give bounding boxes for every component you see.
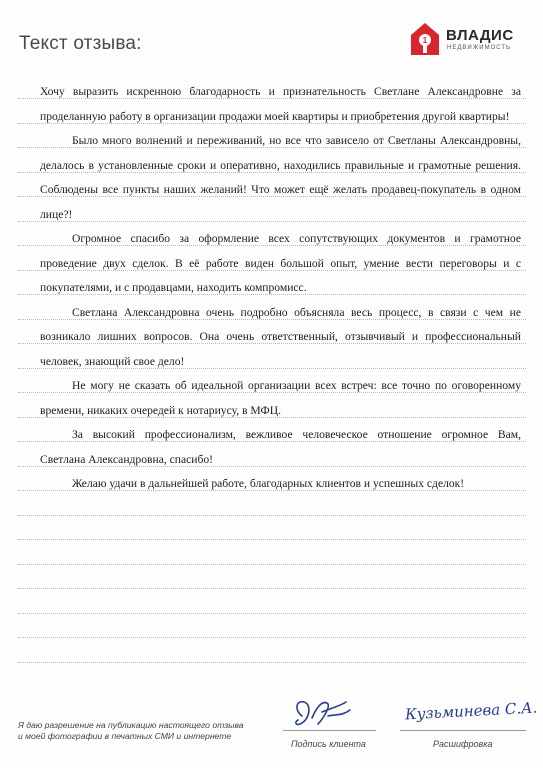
review-paragraph: Не могу не сказать об идеальной организации всех встреч: все точно по оговоренному времени, никаких очередей к нотариусу, в МФЦ. <box>40 379 521 417</box>
review-paragraph: За высокий профессионализм, вежливое человеческое отношение огромное Вам, Светлана Александровна, спасибо! <box>40 428 521 466</box>
ruled-line <box>18 637 526 638</box>
consent-line: и моей фотографии в печатных СМИ и интернете <box>18 731 232 741</box>
decode-caption: Расшифровка <box>433 739 493 749</box>
company-logo <box>410 22 530 58</box>
ruled-line <box>18 539 526 540</box>
signature-decode-value: Кузьминева С.А. <box>404 698 538 724</box>
ruled-line <box>18 662 526 663</box>
signature-line <box>283 730 376 731</box>
ruled-line <box>18 515 526 516</box>
logo-subtitle: НЕДВИЖИМОСТЬ <box>447 45 511 51</box>
logo-digit: 1 <box>422 36 428 45</box>
house-key-icon <box>410 22 440 56</box>
review-text <box>40 80 521 497</box>
publication-consent <box>18 720 258 742</box>
signature-caption: Подпись клиента <box>291 739 366 749</box>
review-paragraph: Было много волнений и переживаний, но все что зависело от Светланы Александровны, делалось в установленные сроки и оперативно, находились правильные и грамотные решения. Соблюдены все пункты наших желаний! Что может ещё желать продавец-покупатель в одном лице?! <box>40 134 521 221</box>
ruled-line <box>18 564 526 565</box>
ruled-line <box>18 613 526 614</box>
ruled-line <box>18 588 526 589</box>
decode-line <box>400 730 526 731</box>
review-paragraph: Огромное спасибо за оформление всех сопутствующих документов и грамотное проведение двух сделок. В её работе виден большой опыт, умение вести переговоры и с покупателями, и с продавцами, находить компромисс. <box>40 232 521 294</box>
logo-name: ВЛАДИС <box>446 27 514 44</box>
form-title: Текст отзыва: <box>19 33 142 54</box>
review-paragraph: Желаю удачи в дальнейшей работе, благодарных клиентов и успешных сделок! <box>72 477 465 490</box>
review-paragraph: Светлана Александровна очень подробно объясняла весь процесс, в связи с чем не возникало лишних вопросов. Она очень ответственный, отзывчивый и профессиональный человек, знающий свое дело! <box>40 305 521 368</box>
client-signature <box>288 694 358 734</box>
review-paragraph: Хочу выразить искренною благодарность и признательность Светлане Александровне за проделанную работу в организации продажи моей квартиры и приобретения другой квартиры! <box>40 85 521 123</box>
consent-line: Я даю разрешение на публикацию настоящего отзыва <box>18 720 244 730</box>
